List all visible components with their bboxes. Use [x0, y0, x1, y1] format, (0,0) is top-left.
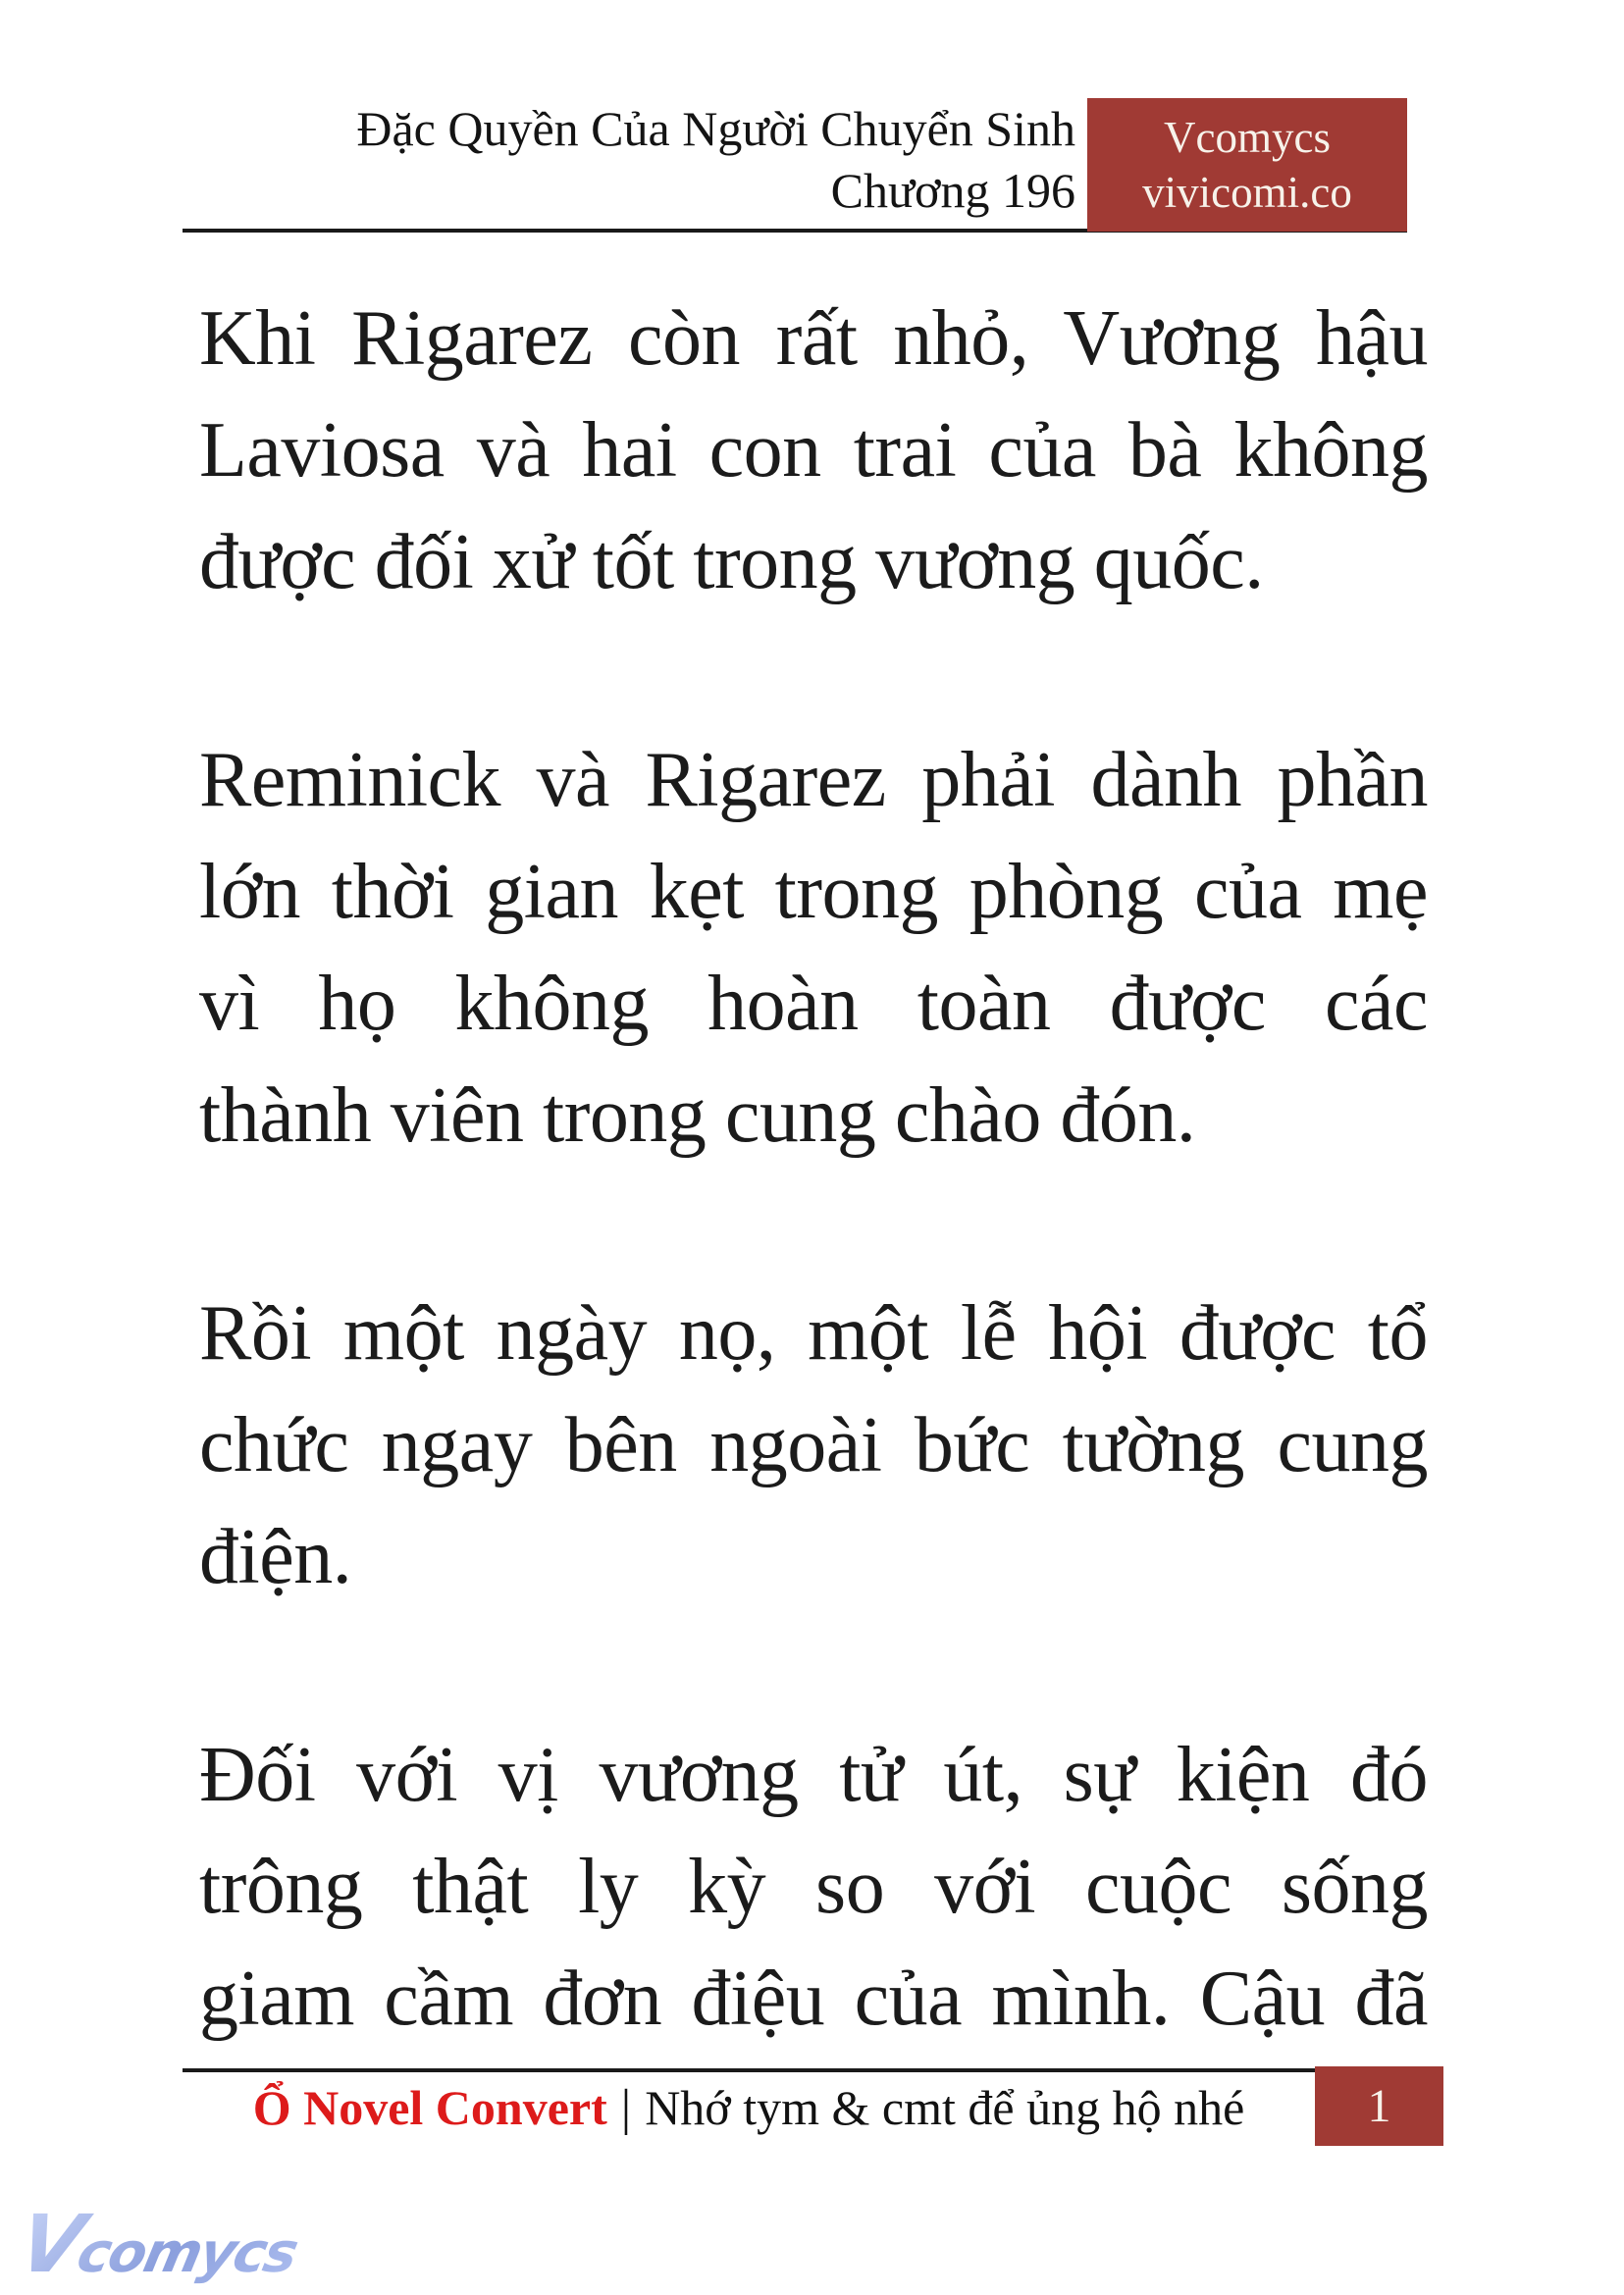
header: [0, 98, 1075, 222]
text-line: Đối với vị vương tử út, sự kiện đó: [199, 1732, 1428, 1818]
paragraph: [199, 1719, 1428, 2055]
page-title: Đặc Quyền Của Người Chuyển Sinh: [356, 101, 1075, 156]
text-line: giam cầm đơn điệu của mình. Cậu đã: [199, 1956, 1428, 2042]
text-line: được đối xử tốt trong vương quốc.: [199, 519, 1264, 605]
page-number: 1: [1367, 2080, 1391, 2132]
chapter-label: Chương 196: [830, 163, 1075, 218]
vcomycs-watermark-logo: Vcomycs: [11, 2206, 306, 2293]
brand-site: vivicomi.co: [1142, 168, 1352, 217]
footer-separator: |: [620, 2080, 632, 2136]
footer-note: Nhớ tym & cmt để ủng hộ nhé: [645, 2080, 1245, 2135]
text-line: Reminick và Rigarez phải dành phần: [199, 737, 1428, 823]
text-line: Khi Rigarez còn rất nhỏ, Vương hậu: [199, 295, 1428, 382]
paragraph: [199, 724, 1428, 1172]
brand-name: Vcomycs: [1164, 113, 1331, 162]
footer: [183, 2074, 1315, 2142]
text-line: Laviosa và hai con trai của bà không: [199, 407, 1428, 494]
paragraph: [199, 283, 1428, 618]
footer-divider-line: [183, 2068, 1443, 2072]
body-text: [199, 283, 1428, 2055]
paragraph: [199, 1278, 1428, 1613]
text-line: Rồi một ngày nọ, một lễ hội được tổ: [199, 1290, 1428, 1377]
text-line: thành viên trong cung chào đón.: [199, 1072, 1196, 1159]
brand-box: [1087, 98, 1407, 232]
footer-brand: Ổ Novel Convert: [252, 2080, 607, 2135]
text-line: điện.: [199, 1514, 352, 1600]
text-line: trông thật ly kỳ so với cuộc sống: [199, 1844, 1428, 1930]
page-number-badge: [1315, 2066, 1443, 2146]
text-line: chức ngay bên ngoài bức tường cung: [199, 1402, 1428, 1488]
text-line: lớn thời gian kẹt trong phòng của mẹ: [199, 849, 1428, 935]
text-line: vì họ không hoàn toàn được các: [199, 961, 1428, 1047]
